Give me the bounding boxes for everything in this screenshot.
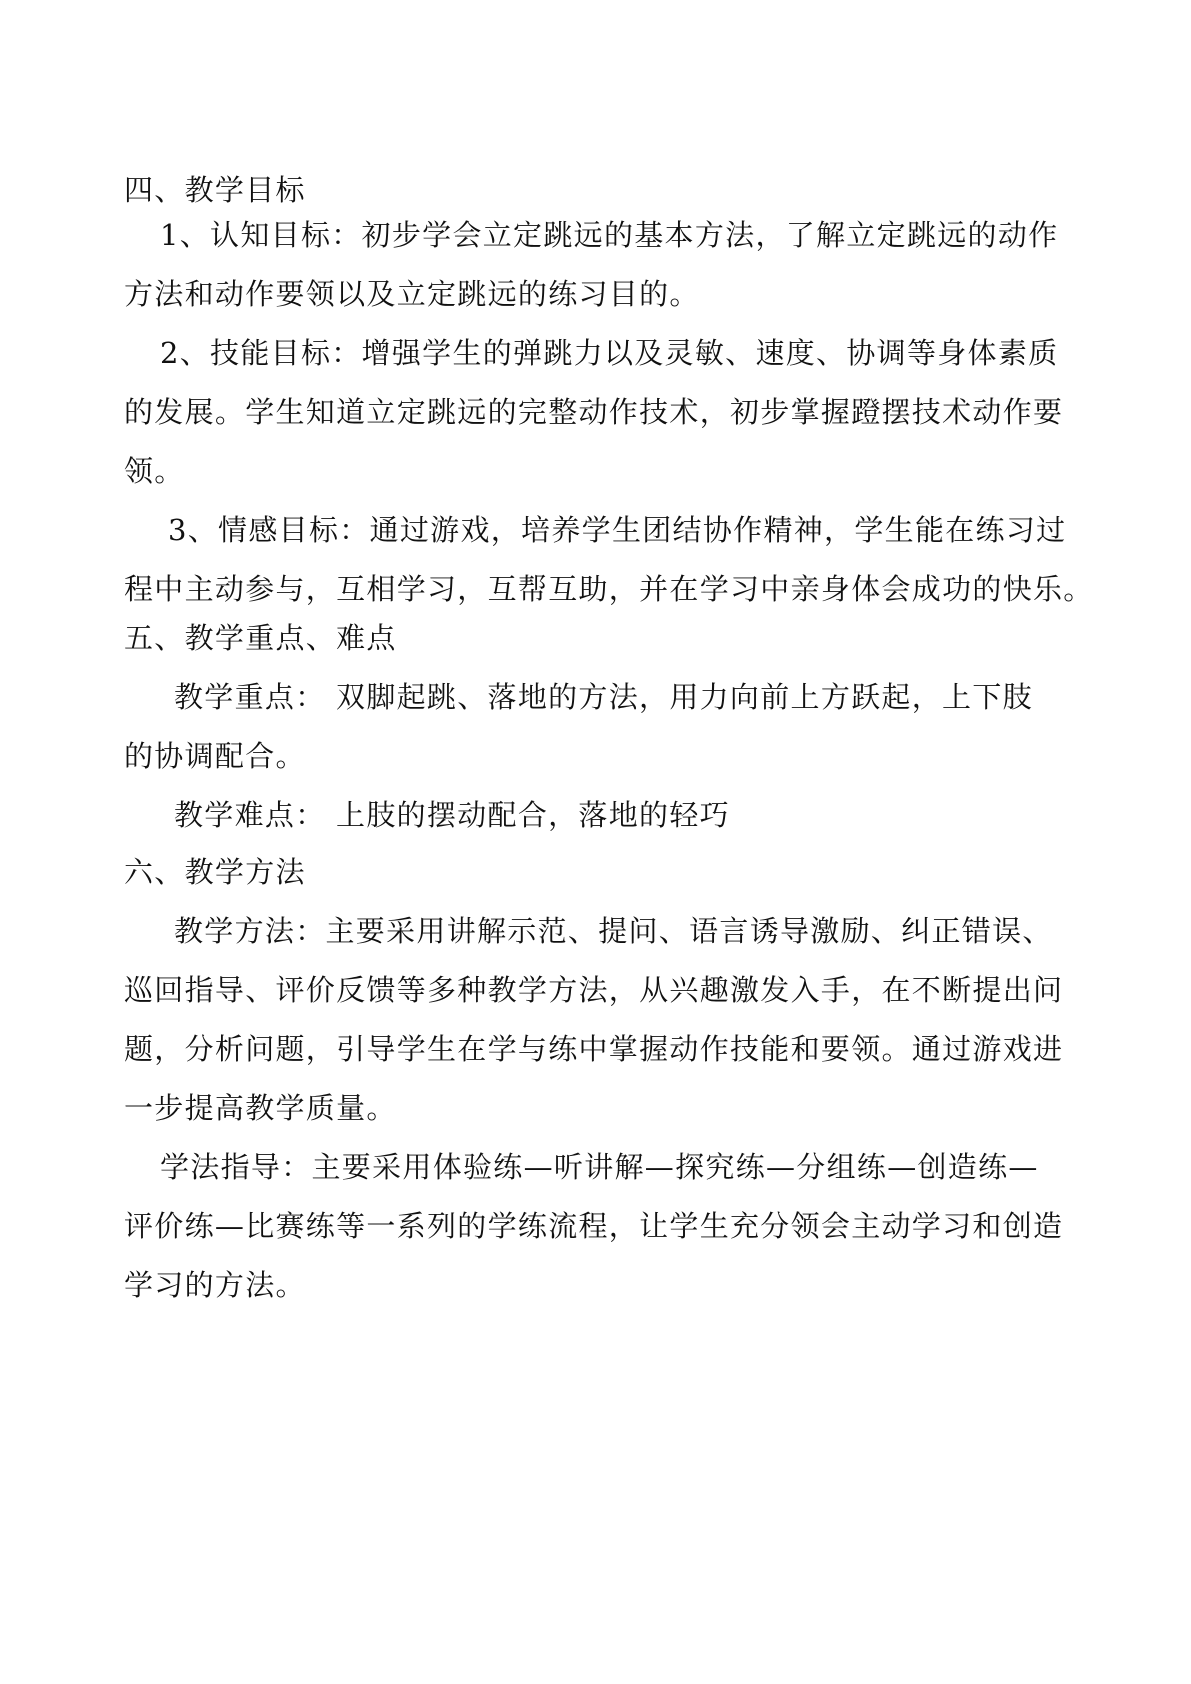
paragraph-line: 2、技能目标：增强学生的弹跳力以及灵敏、速度、协调等身体素质	[160, 336, 1059, 370]
paragraph-line: 一步提高教学质量。	[124, 1091, 397, 1125]
heading-teaching-goals: 四、教学目标	[124, 173, 306, 207]
paragraph-line: 教学难点： 上肢的摆动配合，落地的轻巧	[174, 798, 730, 832]
paragraph-line: 的协调配合。	[124, 739, 306, 773]
heading-key-points: 五、教学重点、难点	[124, 621, 397, 655]
paragraph-line: 教学方法：主要采用讲解示范、提问、语言诱导激励、纠正错误、	[174, 914, 1053, 948]
paragraph-line: 1、认知目标：初步学会立定跳远的基本方法，了解立定跳远的动作	[160, 218, 1059, 252]
paragraph-line: 的发展。学生知道立定跳远的完整动作技术，初步掌握蹬摆技术动作要	[124, 395, 1064, 429]
paragraph-line: 学法指导：主要采用体验练—听讲解—探究练—分组练—创造练—	[160, 1150, 1039, 1184]
paragraph-line: 3、情感目标：通过游戏，培养学生团结协作精神，学生能在练习过	[168, 513, 1067, 547]
paragraph-line: 领。	[124, 454, 185, 488]
paragraph-line: 学习的方法。	[124, 1268, 306, 1302]
heading-teaching-methods: 六、教学方法	[124, 855, 306, 889]
paragraph-line: 方法和动作要领以及立定跳远的练习目的。	[124, 277, 700, 311]
paragraph-line: 程中主动参与，互相学习，互帮互助，并在学习中亲身体会成功的快乐。	[124, 572, 1094, 606]
paragraph-line: 教学重点： 双脚起跳、落地的方法，用力向前上方跃起，上下肢	[174, 680, 1033, 714]
paragraph-line: 题，分析问题，引导学生在学与练中掌握动作技能和要领。通过游戏进	[124, 1032, 1064, 1066]
paragraph-line: 巡回指导、评价反馈等多种教学方法，从兴趣激发入手，在不断提出问	[124, 973, 1064, 1007]
paragraph-line: 评价练—比赛练等一系列的学练流程，让学生充分领会主动学习和创造	[124, 1209, 1064, 1243]
